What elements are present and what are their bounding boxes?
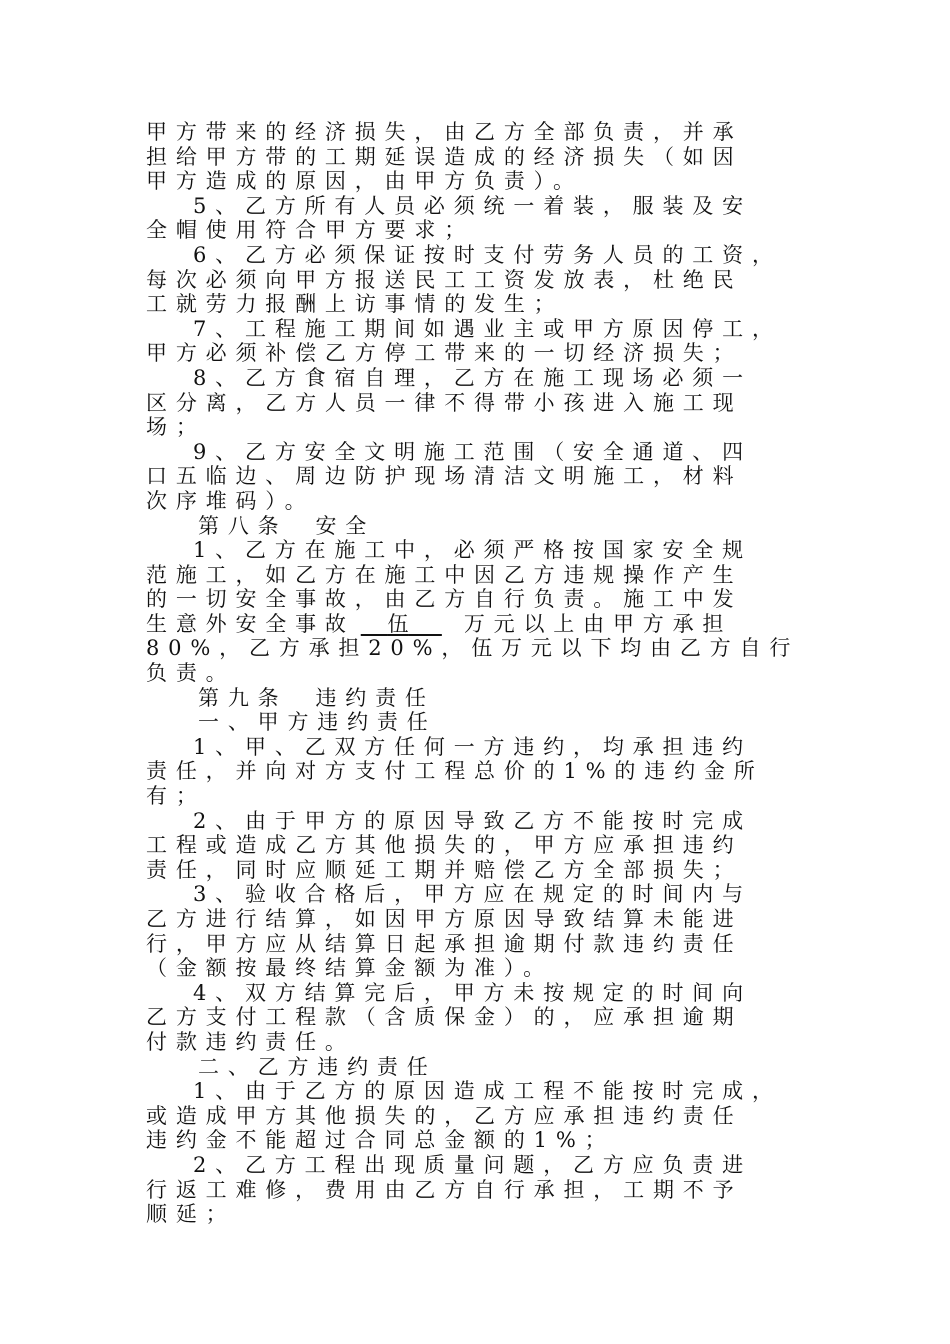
text-line: 甲方带来的经济损失，由乙方全部负责，并承 (146, 120, 743, 144)
text-line: 1、由于乙方的原因造成工程不能按时完成， (193, 1079, 782, 1104)
text-line: 每次必须向甲方报送民工工资发放表，杜绝民 (146, 267, 743, 292)
article-number: 第九条 (198, 685, 288, 710)
text-line: 3、验收合格后，甲方应在规定的时间内与 (193, 882, 752, 907)
text-line: 乙方支付工程款（含质保金）的，应承担逾期 (146, 1005, 743, 1030)
text-line: 担给甲方带的工期延误造成的经济损失（如因 (146, 144, 743, 169)
text-line: 责任，并向对方支付工程总价的1%的违约金所 (146, 759, 764, 784)
document-page (146, 120, 836, 1227)
text-line: 7、工程施工期间如遇业主或甲方原因停工， (193, 316, 782, 341)
text-line: 80%，乙方承担20%，伍万元以下均由乙方自行 (146, 636, 800, 661)
text-line: 口五临边、周边防护现场清洁文明施工，材料 (146, 464, 743, 489)
text-line: 顺延； (146, 1202, 236, 1227)
article-heading (146, 686, 836, 711)
text-line: 9、乙方安全文明施工范围（安全通道、四 (193, 439, 752, 464)
text-line: 2、乙方工程出现质量问题，乙方应负责进 (193, 1152, 752, 1177)
text-line: 的一切安全事故，由乙方自行负责。施工中发 (146, 587, 743, 612)
article-subject: 安全 (315, 513, 376, 538)
text-line: 甲方必须补偿乙方停工带来的一切经济损失； (146, 341, 743, 366)
text-line: 乙方进行结算，如因甲方原因导致结算未能进 (146, 907, 743, 931)
text-fragment: 生意外安全事故 (146, 611, 355, 636)
text-line: 工程或造成乙方其他损失的，甲方应承担违约 (146, 833, 743, 858)
section-heading: 一、甲方违约责任 (198, 710, 437, 735)
article-subject: 违约责任 (315, 685, 435, 710)
text-line: 1、甲、乙双方任何一方违约，均承担违约 (193, 734, 752, 759)
text-line: 工就劳力报酬上访事情的发生； (146, 292, 564, 317)
section-heading: 二、乙方违约责任 (198, 1054, 437, 1079)
text-line: 负责。 (146, 661, 236, 686)
text-line: 6、乙方必须保证按时支付劳务人员的工资， (193, 242, 782, 267)
text-line: 次序堆码）。 (146, 488, 315, 513)
text-line: 5、乙方所有人员必须统一着装，服装及安 (193, 193, 752, 218)
text-line: 行，甲方应从结算日起承担逾期付款违约责任 (146, 931, 743, 956)
text-line: 或造成甲方其他损失的，乙方应承担违约责任 (146, 1103, 743, 1128)
text-line (146, 612, 836, 637)
text-line: 范施工，如乙方在施工中因乙方违规操作产生 (146, 562, 743, 587)
text-line: 全帽使用符合甲方要求； (146, 218, 475, 243)
text-line: 甲方造成的原因，由甲方负责）。 (146, 169, 583, 194)
amount-blank: 伍 (387, 611, 409, 636)
text-line: 违约金不能超过合同总金额的1%； (146, 1128, 615, 1153)
text-line: 4、双方结算完后，甲方未按规定的时间向 (193, 980, 752, 1005)
text-line: 8、乙方食宿自理，乙方在施工现场必须一 (193, 365, 752, 390)
text-line: 区分离，乙方人员一律不得带小孩进入施工现 (146, 390, 743, 415)
article-number: 第八条 (198, 513, 288, 538)
text-fragment: 万元以上由甲方承担 (463, 611, 733, 636)
text-line: 有； (146, 784, 206, 809)
text-line: 场； (146, 415, 206, 440)
text-line: 2、由于甲方的原因导致乙方不能按时完成 (193, 808, 752, 833)
text-line: 责任，同时应顺延工期并赔偿乙方全部损失； (146, 857, 743, 882)
text-line: 1、乙方在施工中，必须严格按国家安全规 (193, 538, 752, 563)
article-heading (146, 514, 836, 539)
text-line: 付款违约责任。 (146, 1029, 355, 1054)
text-line: （金额按最终结算金额为准）。 (146, 956, 553, 981)
text-line: 行返工难修，费用由乙方自行承担，工期不予 (146, 1177, 743, 1202)
